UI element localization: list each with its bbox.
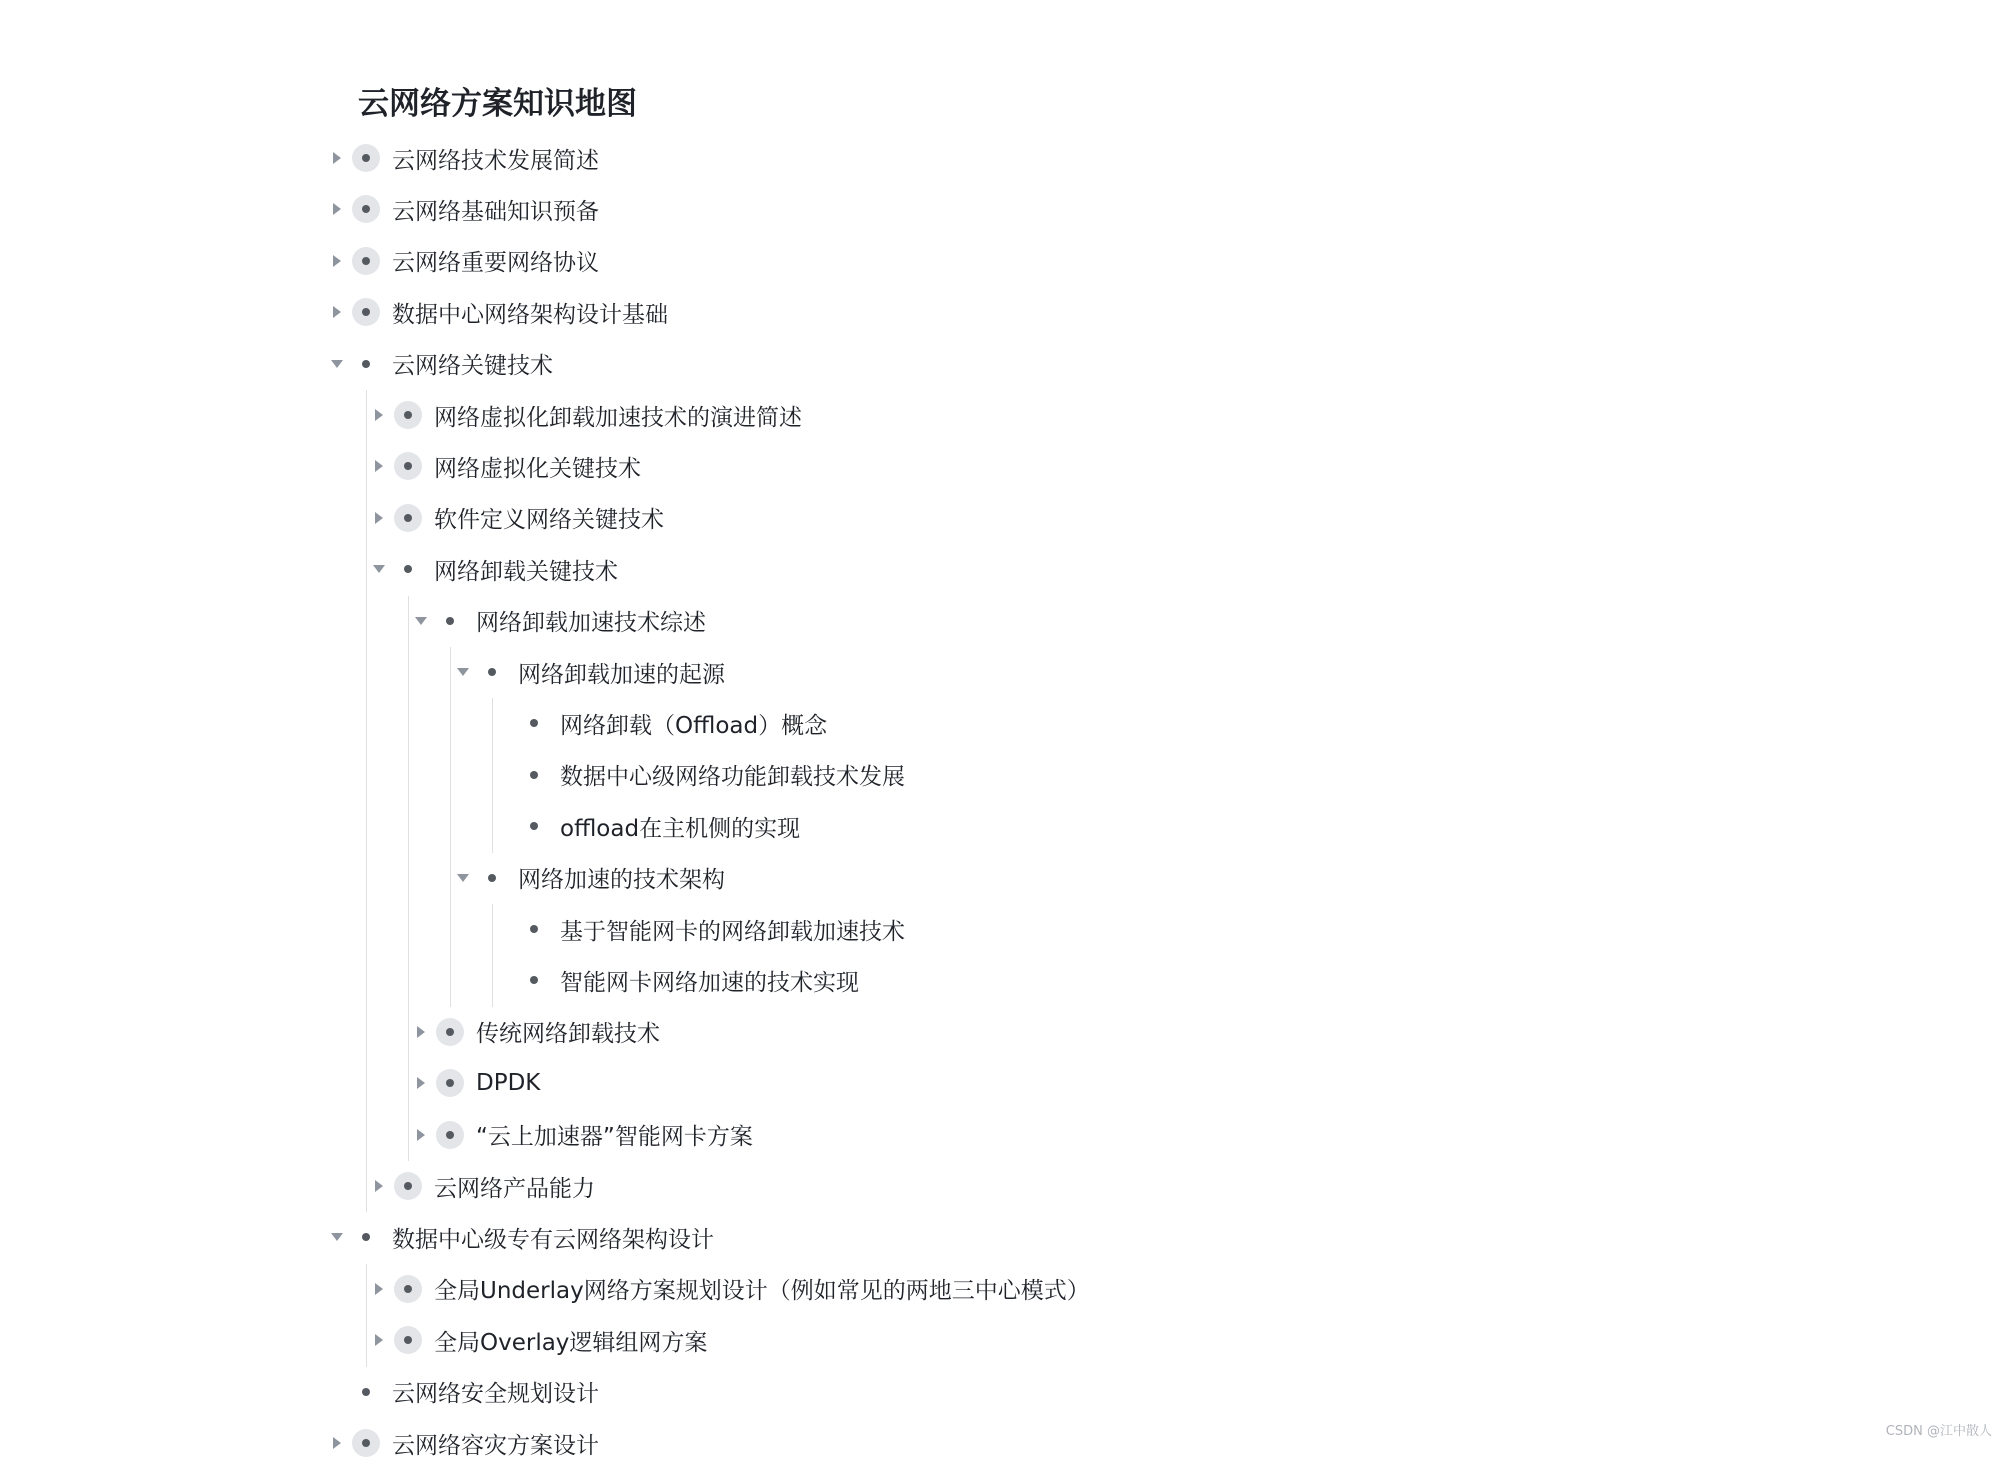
outline-node-label[interactable]: 云网络容灾方案设计 xyxy=(392,1432,599,1459)
outline-node[interactable] xyxy=(496,801,800,851)
bullet-icon[interactable] xyxy=(436,1018,464,1046)
outline-node[interactable] xyxy=(328,339,553,389)
outline-node-label[interactable]: 智能网卡网络加速的技术实现 xyxy=(560,969,859,996)
toggle-spacer xyxy=(496,750,514,800)
toggle-spacer xyxy=(496,698,514,748)
indent-guide xyxy=(366,390,367,1212)
watermark: CSDN @江中散人 xyxy=(1885,1424,1992,1439)
outline-node-label[interactable]: 网络卸载加速技术综述 xyxy=(476,610,706,637)
bullet-icon[interactable] xyxy=(352,1378,380,1406)
outline-node-label[interactable]: 软件定义网络关键技术 xyxy=(434,507,664,534)
collapse-toggle-icon[interactable] xyxy=(370,544,388,594)
expand-toggle-icon[interactable] xyxy=(412,1058,430,1108)
bullet-dot-icon xyxy=(530,925,538,933)
outline-node-label[interactable]: 数据中心网络架构设计基础 xyxy=(392,301,668,328)
bullet-icon[interactable] xyxy=(520,761,548,789)
outline-node-label[interactable]: 网络卸载（Offload）概念 xyxy=(560,712,828,739)
indent-guide xyxy=(450,647,451,1007)
outline-node[interactable] xyxy=(370,1161,595,1211)
toggle-spacer xyxy=(496,801,514,851)
outline-node-label[interactable]: offload在主机侧的实现 xyxy=(560,815,801,842)
outline-node-label[interactable]: 云网络重要网络协议 xyxy=(392,250,599,277)
bullet-dot-icon xyxy=(488,874,496,882)
expand-toggle-icon[interactable] xyxy=(370,1161,388,1211)
outline-node[interactable] xyxy=(328,1367,599,1417)
bullet-icon[interactable] xyxy=(520,966,548,994)
expand-toggle-icon[interactable] xyxy=(328,184,346,234)
outline-node[interactable] xyxy=(328,184,599,234)
expand-toggle-icon[interactable] xyxy=(328,287,346,337)
bullet-dot-icon xyxy=(362,360,370,368)
outline-node[interactable] xyxy=(328,236,599,286)
bullet-icon[interactable] xyxy=(352,1429,380,1457)
collapse-toggle-icon[interactable] xyxy=(328,339,346,389)
expand-toggle-icon[interactable] xyxy=(328,236,346,286)
outline-node-label[interactable]: 网络卸载加速的起源 xyxy=(518,661,725,688)
outline-node[interactable] xyxy=(496,955,859,1005)
bullet-dot-icon xyxy=(404,411,412,419)
bullet-dot-icon xyxy=(446,617,454,625)
bullet-icon[interactable] xyxy=(352,144,380,172)
bullet-dot-icon xyxy=(362,1233,370,1241)
bullet-icon[interactable] xyxy=(352,1223,380,1251)
bullet-icon[interactable] xyxy=(394,555,422,583)
bullet-dot-icon xyxy=(404,1182,412,1190)
indent-guide xyxy=(492,698,493,852)
expand-toggle-icon[interactable] xyxy=(370,493,388,543)
outline-node[interactable] xyxy=(370,493,664,543)
bullet-icon[interactable] xyxy=(352,247,380,275)
collapse-toggle-icon[interactable] xyxy=(454,647,472,697)
toggle-spacer xyxy=(328,1367,346,1417)
outline-node[interactable] xyxy=(370,1315,707,1365)
outline-node-label[interactable]: 数据中心级网络功能卸载技术发展 xyxy=(560,764,905,791)
outline-node-label[interactable]: 传统网络卸载技术 xyxy=(476,1021,660,1048)
outline-node[interactable] xyxy=(454,853,725,903)
toggle-spacer xyxy=(496,904,514,954)
outline-node[interactable] xyxy=(412,1007,660,1057)
outline-node-label[interactable]: 数据中心级专有云网络架构设计 xyxy=(392,1226,714,1253)
outline-node-label[interactable]: 云网络产品能力 xyxy=(434,1175,595,1202)
bullet-icon[interactable] xyxy=(394,1172,422,1200)
outline-node[interactable] xyxy=(370,544,618,594)
bullet-dot-icon xyxy=(488,668,496,676)
outline-node-label[interactable]: 网络卸载关键技术 xyxy=(434,558,618,585)
outline-node-label[interactable]: 云网络技术发展简述 xyxy=(392,147,599,174)
bullet-icon[interactable] xyxy=(352,298,380,326)
bullet-dot-icon xyxy=(530,719,538,727)
expand-toggle-icon[interactable] xyxy=(328,133,346,183)
indent-guide xyxy=(492,904,493,1007)
bullet-icon[interactable] xyxy=(352,350,380,378)
bullet-dot-icon xyxy=(404,565,412,573)
collapse-toggle-icon[interactable] xyxy=(412,596,430,646)
outline-node[interactable] xyxy=(412,596,706,646)
outline-node-label[interactable]: 云网络关键技术 xyxy=(392,353,553,380)
outline-node[interactable] xyxy=(412,1110,753,1160)
outline-node[interactable] xyxy=(412,1058,540,1108)
bullet-icon[interactable] xyxy=(478,658,506,686)
outline-node[interactable] xyxy=(496,904,905,954)
expand-toggle-icon[interactable] xyxy=(370,390,388,440)
bullet-dot-icon xyxy=(362,257,370,265)
bullet-icon[interactable] xyxy=(394,1275,422,1303)
expand-toggle-icon[interactable] xyxy=(370,1264,388,1314)
outline-node[interactable] xyxy=(370,390,802,440)
bullet-dot-icon xyxy=(446,1028,454,1036)
bullet-dot-icon xyxy=(404,462,412,470)
outline-node[interactable] xyxy=(496,750,905,800)
bullet-dot-icon xyxy=(530,976,538,984)
outline-node-label[interactable]: 基于智能网卡的网络卸载加速技术 xyxy=(560,918,905,945)
bullet-icon[interactable] xyxy=(520,915,548,943)
bullet-icon[interactable] xyxy=(394,452,422,480)
bullet-icon[interactable] xyxy=(436,1121,464,1149)
bullet-dot-icon xyxy=(530,771,538,779)
bullet-dot-icon xyxy=(404,1336,412,1344)
bullet-icon[interactable] xyxy=(478,864,506,892)
bullet-icon[interactable] xyxy=(352,195,380,223)
expand-toggle-icon[interactable] xyxy=(370,1315,388,1365)
outline-node[interactable] xyxy=(454,647,725,697)
outline-node[interactable] xyxy=(328,1212,714,1262)
collapse-toggle-icon[interactable] xyxy=(454,853,472,903)
outline-node-label[interactable]: “云上加速器”智能网卡方案 xyxy=(476,1124,753,1151)
outline-node[interactable] xyxy=(370,1264,1090,1314)
outline-node-label[interactable]: 全局Overlay逻辑组网方案 xyxy=(434,1329,708,1356)
bullet-icon[interactable] xyxy=(520,709,548,737)
outline-node-label[interactable]: 网络虚拟化关键技术 xyxy=(434,455,641,482)
bullet-dot-icon xyxy=(362,1388,370,1396)
indent-guide xyxy=(408,596,409,1161)
bullet-dot-icon xyxy=(446,1131,454,1139)
outline-node-label[interactable]: 全局Underlay网络方案规划设计（例如常见的两地三中心模式） xyxy=(434,1278,1090,1305)
bullet-icon[interactable] xyxy=(436,1069,464,1097)
expand-toggle-icon[interactable] xyxy=(412,1007,430,1057)
bullet-icon[interactable] xyxy=(394,504,422,532)
outline-node[interactable] xyxy=(496,698,827,748)
bullet-icon[interactable] xyxy=(520,812,548,840)
outline-node[interactable] xyxy=(370,441,641,491)
expand-toggle-icon[interactable] xyxy=(328,1418,346,1468)
bullet-dot-icon xyxy=(404,1285,412,1293)
outline-node-label[interactable]: DPDK xyxy=(476,1070,541,1097)
bullet-dot-icon xyxy=(362,308,370,316)
expand-toggle-icon[interactable] xyxy=(370,441,388,491)
expand-toggle-icon[interactable] xyxy=(412,1110,430,1160)
bullet-icon[interactable] xyxy=(394,401,422,429)
bullet-dot-icon xyxy=(446,1079,454,1087)
page-title: 云网络方案知识地图 xyxy=(358,86,637,122)
bullet-dot-icon xyxy=(404,514,412,522)
outline-node[interactable] xyxy=(328,133,599,183)
bullet-dot-icon xyxy=(530,822,538,830)
outline-node-label[interactable]: 网络加速的技术架构 xyxy=(518,867,725,894)
outline-node-label[interactable]: 网络虚拟化卸载加速技术的演进简述 xyxy=(434,404,802,431)
bullet-icon[interactable] xyxy=(394,1326,422,1354)
collapse-toggle-icon[interactable] xyxy=(328,1212,346,1262)
outline-node[interactable] xyxy=(328,287,668,337)
outline-node-label[interactable]: 云网络安全规划设计 xyxy=(392,1381,599,1408)
bullet-icon[interactable] xyxy=(436,607,464,635)
bullet-dot-icon xyxy=(362,154,370,162)
toggle-spacer xyxy=(496,955,514,1005)
outline-node[interactable] xyxy=(328,1418,599,1468)
indent-guide xyxy=(366,1264,367,1367)
bullet-dot-icon xyxy=(362,205,370,213)
outline-node-label[interactable]: 云网络基础知识预备 xyxy=(392,198,599,225)
bullet-dot-icon xyxy=(362,1439,370,1447)
